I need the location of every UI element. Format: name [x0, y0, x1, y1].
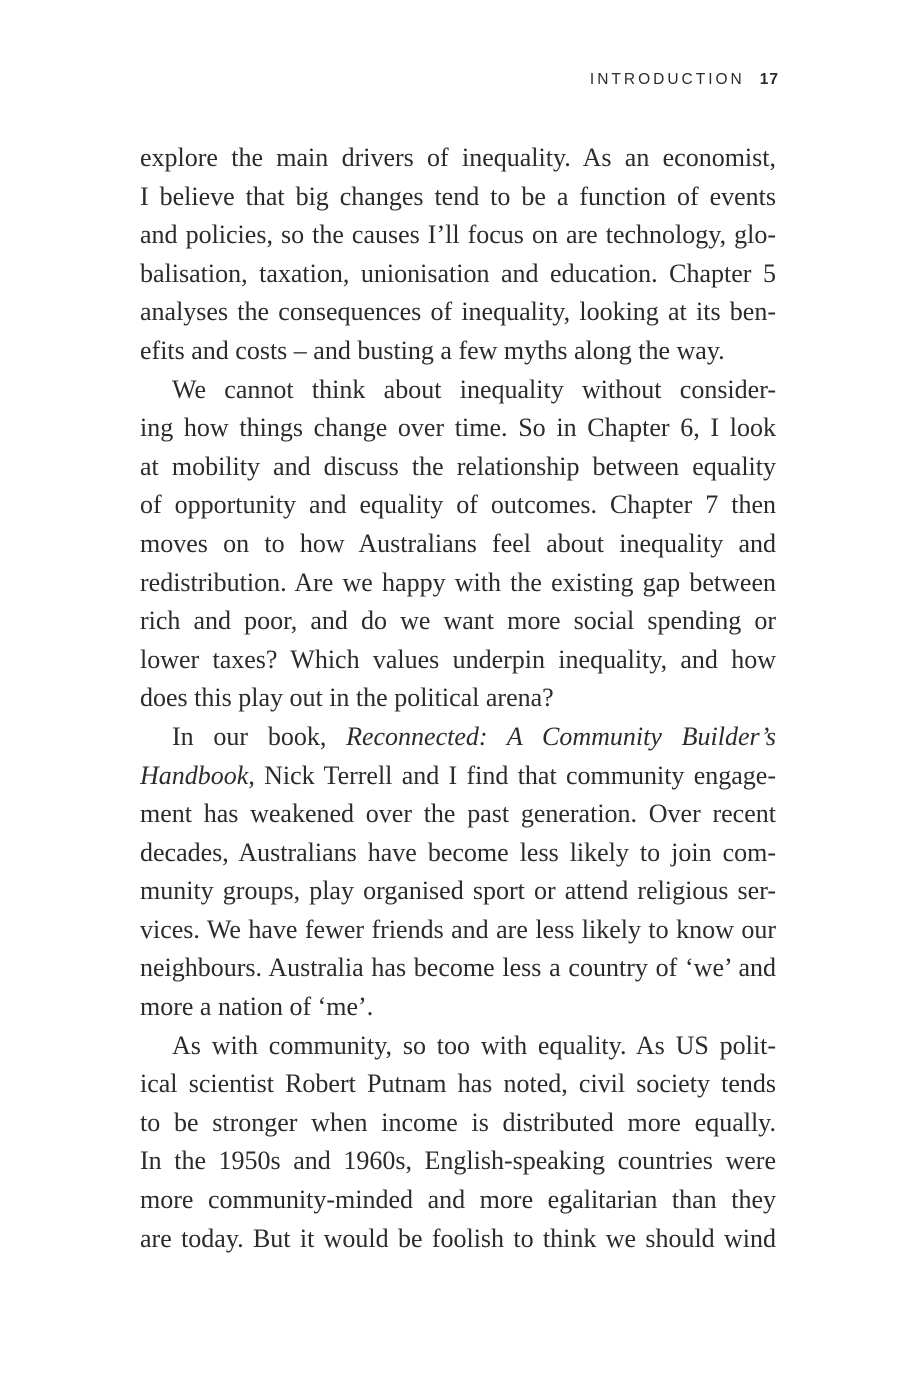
text-segment: As with community, so too with equality. As US polit-	[172, 1030, 776, 1060]
text-line	[140, 795, 776, 834]
text-segment: more community-minded and more egalitarian than they	[140, 1185, 776, 1215]
text-segment: balisation, taxation, unionisation and education. Chapter 5	[140, 258, 776, 288]
text-segment: In our book,	[172, 721, 347, 751]
text-segment: We cannot think about inequality without consider-	[172, 374, 776, 404]
paragraph-1	[140, 139, 776, 371]
text-segment: does this play out in the political arena?	[140, 683, 554, 713]
text-line	[140, 332, 776, 371]
text-segment: at mobility and discuss the relationship between equality	[140, 451, 776, 481]
text-line	[140, 486, 776, 525]
text-line	[140, 1027, 776, 1066]
text-line	[140, 525, 776, 564]
text-segment: decades, Australians have become less likely to join com-	[140, 837, 776, 867]
text-segment: analyses the consequences of inequality, looking at its ben-	[140, 297, 776, 327]
text-segment: redistribution. Are we happy with the existing gap between	[140, 567, 776, 597]
text-segment: munity groups, play organised sport or attend religious ser-	[140, 876, 776, 906]
text-line	[140, 293, 776, 332]
text-line	[140, 641, 776, 680]
text-segment: ical scientist Robert Putnam has noted, civil society tends	[140, 1069, 776, 1099]
text-line	[140, 564, 776, 603]
text-line	[140, 409, 776, 448]
page-header	[0, 71, 779, 89]
paragraph-3	[140, 718, 776, 1027]
book-title-italic: Reconnected: A Community Builder’s	[346, 721, 776, 751]
text-segment: explore the main drivers of inequality. As an economist,	[140, 143, 776, 172]
text-line	[140, 602, 776, 641]
text-line	[140, 371, 776, 410]
text-segment: ing how things change over time. So in Chapter 6, I look	[140, 413, 776, 443]
text-segment: In the 1950s and 1960s, English-speaking countries were	[140, 1146, 776, 1176]
text-line	[140, 255, 776, 294]
text-line	[140, 216, 776, 255]
text-line	[140, 1142, 776, 1181]
text-segment: neighbours. Australia has become less a country of ‘we’ and	[140, 953, 776, 983]
text-line	[140, 949, 776, 988]
text-line	[140, 679, 776, 718]
text-segment: efits and costs – and busting a few myths along the way.	[140, 335, 725, 365]
body-text	[140, 139, 776, 1258]
text-segment: are today. But it would be foolish to think we should wind	[140, 1223, 776, 1253]
text-line	[140, 834, 776, 873]
text-segment: I believe that big changes tend to be a function of events	[140, 181, 776, 211]
text-line	[140, 1181, 776, 1220]
text-line	[140, 178, 776, 217]
text-line	[140, 448, 776, 487]
text-segment: lower taxes? Which values underpin inequality, and how	[140, 644, 776, 674]
paragraph-2	[140, 371, 776, 718]
text-line	[140, 718, 776, 757]
page-number: 17	[759, 71, 779, 88]
text-line	[140, 757, 776, 796]
text-segment: to be stronger when income is distributed more equally.	[140, 1107, 776, 1137]
text-segment: more a nation of ‘me’.	[140, 992, 374, 1022]
text-segment: ment has weakened over the past generation. Over recent	[140, 799, 776, 829]
text-segment: and policies, so the causes I’ll focus on are technology, glo-	[140, 220, 776, 250]
text-line	[140, 988, 776, 1027]
text-segment: , Nick Terrell and I find that community engage-	[248, 760, 776, 790]
text-segment: moves on to how Australians feel about inequality and	[140, 528, 776, 558]
text-line	[140, 872, 776, 911]
book-title-italic: Handbook	[140, 760, 249, 790]
text-segment: of opportunity and equality of outcomes. Chapter 7 then	[140, 490, 776, 520]
running-title: INTRODUCTION	[589, 71, 745, 88]
text-segment: rich and poor, and do we want more social spending or	[140, 606, 776, 636]
text-line	[140, 1220, 776, 1259]
text-line	[140, 911, 776, 950]
paragraph-4	[140, 1027, 776, 1259]
text-line	[140, 139, 776, 178]
text-line	[140, 1065, 776, 1104]
text-line	[140, 1104, 776, 1143]
text-segment: vices. We have fewer friends and are less likely to know our	[140, 914, 776, 944]
